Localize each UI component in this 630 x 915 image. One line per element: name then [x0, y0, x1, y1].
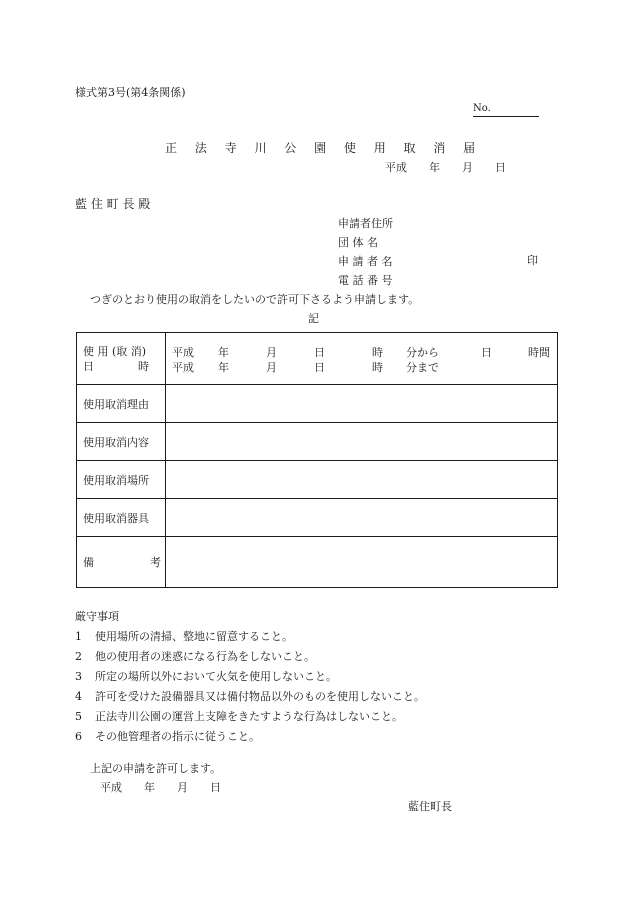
reason-label: 使用取消理由 [77, 385, 166, 423]
datetime-label [77, 333, 166, 385]
rule-item [75, 647, 425, 667]
cancellation-table [76, 332, 558, 588]
from-year: 年 [218, 346, 229, 359]
place-field[interactable] [166, 461, 558, 499]
applicant-address-label: 申請者住所 [338, 217, 393, 230]
phone-number-label: 電 話 番 号 [338, 274, 393, 287]
approval-text: 上記の申請を許可します。 [90, 762, 222, 775]
to-year: 年 [218, 361, 229, 374]
duration-hours: 時間 [528, 346, 550, 359]
rule-text: 使用場所の清掃、整地に留意すること。 [95, 630, 293, 643]
remarks-label [77, 537, 166, 588]
rule-item [75, 707, 425, 727]
applicant-name-label: 申 請 者 名 [338, 255, 393, 268]
equipment-field[interactable] [166, 499, 558, 537]
rule-number: 3 [75, 670, 82, 683]
issuer: 藍住町長 [408, 800, 452, 813]
rule-text: 許可を受けた設備器具又は備付物品以外のものを使用しないこと。 [95, 690, 425, 703]
rule-number: 1 [75, 630, 82, 643]
to-month: 月 [266, 361, 277, 374]
number-field-line[interactable] [473, 116, 539, 117]
rule-number: 6 [75, 730, 82, 743]
to-hour: 時 [372, 361, 383, 374]
rule-text: 他の使用者の迷惑になる行為をしないこと。 [95, 650, 315, 663]
from-month: 月 [266, 346, 277, 359]
table-row-datetime [77, 333, 558, 385]
from-minute: 分から [406, 346, 439, 359]
datetime-label-line2: 日 時 [83, 359, 149, 373]
rule-item [75, 727, 425, 747]
time-to-line [172, 359, 557, 373]
from-day: 日 [314, 346, 325, 359]
document-title: 正 法 寺 川 公 園 使 用 取 消 届 [165, 141, 478, 155]
rule-text: 所定の場所以外において火気を使用しないこと。 [95, 670, 337, 683]
to-minute: 分まで [406, 361, 439, 374]
rule-text: 正法寺川公園の運営上支障をきたすような行為はしないこと。 [95, 710, 403, 723]
table-row-place [77, 461, 558, 499]
rule-number: 2 [75, 650, 82, 663]
duration-days: 日 [481, 346, 492, 359]
datetime-field[interactable] [166, 333, 558, 385]
applicant-block [338, 214, 393, 290]
seal-mark: 印 [527, 254, 538, 267]
from-era: 平成 [172, 346, 194, 359]
datetime-label-line1: 使 用 (取 消) [83, 344, 147, 358]
table-row-content [77, 423, 558, 461]
submission-date: 平成 年 月 日 [385, 161, 506, 174]
rule-number: 5 [75, 710, 82, 723]
rule-item [75, 627, 425, 647]
to-era: 平成 [172, 361, 194, 374]
group-name-label: 団 体 名 [338, 236, 378, 249]
time-from-line [172, 344, 557, 358]
reason-field[interactable] [166, 385, 558, 423]
ki-label: 記 [308, 312, 319, 325]
content-field[interactable] [166, 423, 558, 461]
place-label: 使用取消場所 [77, 461, 166, 499]
rules-heading: 厳守事項 [75, 610, 119, 623]
rules-list [75, 627, 425, 747]
rule-item [75, 667, 425, 687]
intro-text: つぎのとおり使用の取消をしたいので許可下さるよう申請します。 [90, 293, 420, 306]
content-label: 使用取消内容 [77, 423, 166, 461]
table-row-equipment [77, 499, 558, 537]
remarks-label-right: 考 [150, 556, 161, 569]
rule-text: その他管理者の指示に従うこと。 [95, 730, 260, 743]
approval-date: 平成 年 月 日 [100, 781, 221, 794]
rule-item [75, 687, 425, 707]
number-label: No. [473, 103, 491, 114]
equipment-label: 使用取消器具 [77, 499, 166, 537]
table-row-remarks [77, 537, 558, 588]
rule-number: 4 [75, 690, 82, 703]
remarks-field[interactable] [166, 537, 558, 588]
from-hour: 時 [372, 346, 383, 359]
form-code: 様式第3号(第4条関係) [75, 86, 186, 99]
table-row-reason [77, 385, 558, 423]
to-day: 日 [314, 361, 325, 374]
remarks-label-left: 備 [83, 556, 94, 569]
addressee: 藍 住 町 長 殿 [75, 197, 151, 211]
